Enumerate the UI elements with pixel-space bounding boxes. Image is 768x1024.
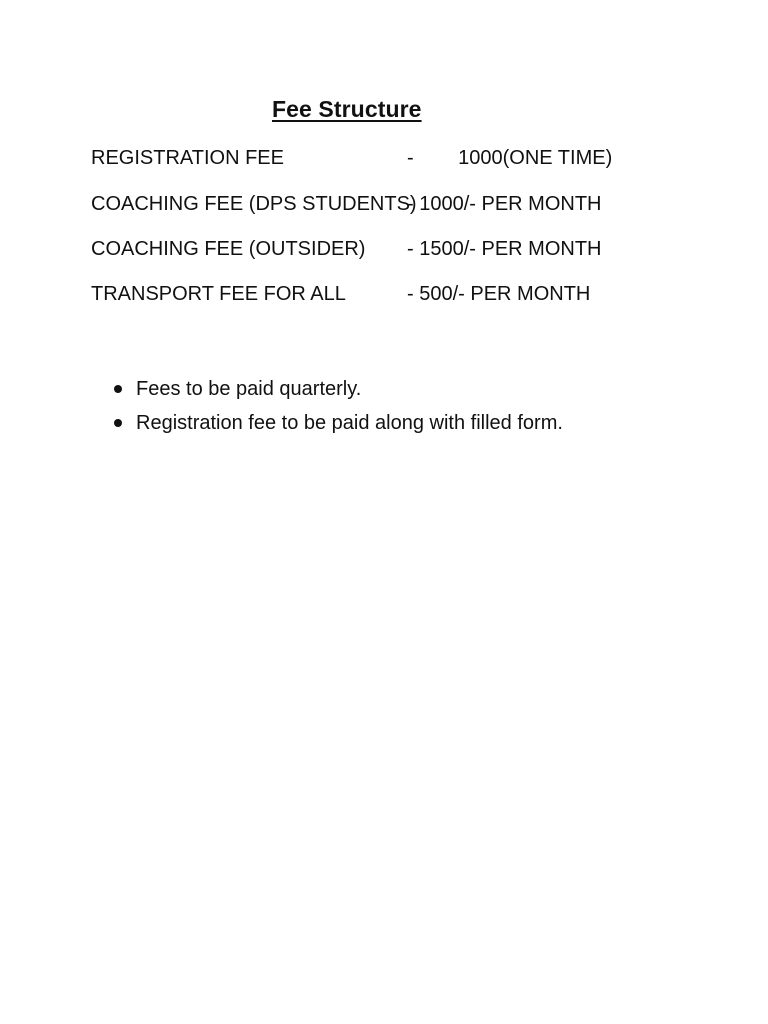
fee-label: TRANSPORT FEE FOR ALL <box>91 283 346 305</box>
fee-value: - 1000/- PER MONTH <box>407 193 602 215</box>
notes-list <box>112 376 563 444</box>
fee-row-transport <box>91 283 691 313</box>
bullet-icon <box>114 419 122 427</box>
fee-label: REGISTRATION FEE <box>91 147 284 169</box>
fee-label: COACHING FEE (OUTSIDER) <box>91 238 366 260</box>
fee-row-registration <box>91 147 691 177</box>
note-text: Registration fee to be paid along with filled form. <box>136 412 563 434</box>
fee-row-coaching-dps <box>91 193 691 223</box>
fee-value: - 1500/- PER MONTH <box>407 238 602 260</box>
fee-value: - 1000(ONE TIME) <box>407 147 613 169</box>
bullet-icon <box>114 385 122 393</box>
page-title: Fee Structure <box>272 96 422 122</box>
list-item <box>112 376 563 410</box>
note-text: Fees to be paid quarterly. <box>136 378 362 400</box>
fee-value: - 500/- PER MONTH <box>407 283 591 305</box>
fee-row-coaching-outsider <box>91 238 691 268</box>
list-item <box>112 410 563 444</box>
fee-label: COACHING FEE (DPS STUDENTS) <box>91 193 417 215</box>
